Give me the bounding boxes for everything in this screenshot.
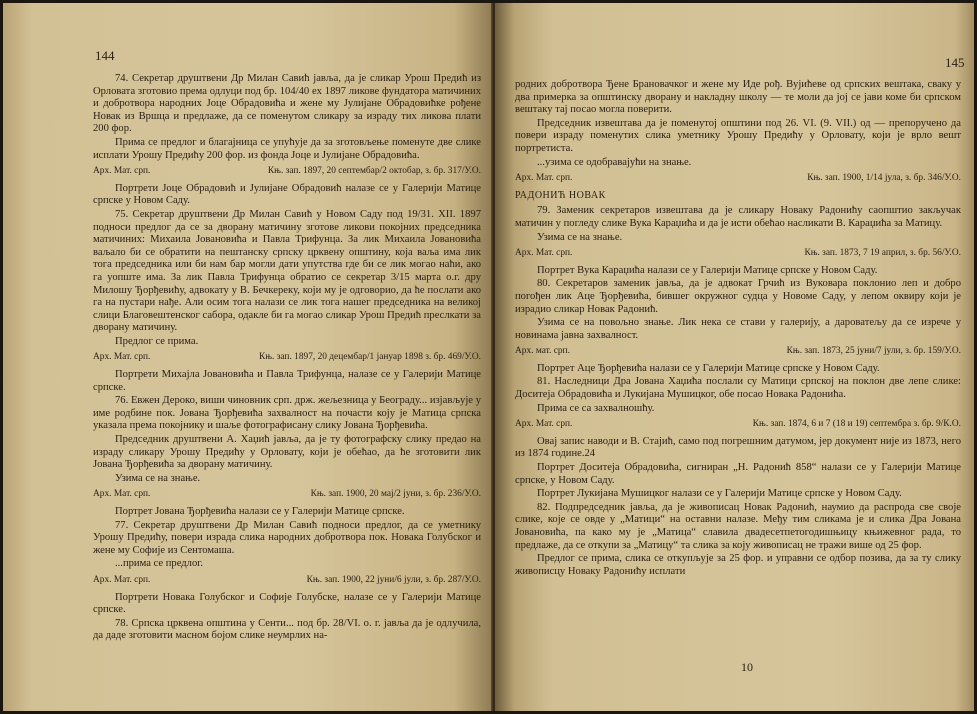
- signature-mark: 10: [741, 660, 753, 674]
- archive-reference: [93, 165, 481, 178]
- archive-reference: [515, 345, 961, 358]
- paragraph: Предлог се прима.: [115, 335, 199, 347]
- paragraph: Овај запис наводи и В. Стајић, само под погрешним датумом, јер документ није из 1873, него из 1874 године.24: [515, 435, 961, 460]
- paragraph: Портрети Јоце Обрадовић и Јулијане Обрадовић налазе се у Галерији Матице српске у Новом Саду.: [93, 182, 481, 207]
- right-page: [495, 3, 974, 711]
- paragraph: Портрети Михајла Јовановића и Павла Трифунца, налазе се у Галерији Матице српске.: [93, 369, 481, 393]
- page-text: [93, 73, 481, 644]
- paragraph: 75. Секретар друштвени Др Милан Савић у Новом Саду под 19/31. XII. 1897 подноси предлог да се за дворану матичину зготове ликови покојних председника матичиних: Михаила Јовановића и Павла Трифунца. За лик Михаила Јовановића ваљало би се обратити на пештанску српску црквену општину, која ваља има лик тога председника или би нам бар могли дати упутства где би се лик могао наћи, ако га уопште има. За лик Павла Трифунца обратио се секретар 3/15 марта о.г. дру Милошу Ђорђевићу, адвокату у В. Бечкереку, који му је одговорио, да ће послати ако га на пустари нађе. Али осим тога налази се лик тога нашег председника на великој слици Благовештенског сабора, одакле би га могао сликар Урош Предић преслкати за дворану матичину.: [93, 208, 481, 334]
- paragraph: Портрети Новака Голубског и Софије Голубске, налазе се у Галерији Матице српске.: [93, 591, 481, 616]
- paragraph: 76. Евжен Дероко, виши чиновник срп. држ. жељезница у Београду... изјављује у име родбине пок. Јована Ђорђевића захвалност на почасти коју је Матица српска указала према покојнику и шаље фотографисану слику Јована Ђорђевића.: [93, 395, 481, 432]
- paragraph: Предлог се прима, слика се откупљује за 25 фор. и управни се одбор позива, да за ту слику живописцу Новаку Радонићу исплати: [515, 553, 961, 577]
- archive-record: Књ. зап. 1900, 22 јуни/6 јули, з. бр. 287/У.О.: [306, 574, 481, 585]
- section-heading: РАДОНИЋ НОВАК: [515, 189, 606, 201]
- archive-reference: [93, 351, 481, 364]
- archive-record: Књ. зап. 1874, 6 и 7 (18 и 19) септембра з. бр. 9/К.О.: [752, 419, 961, 430]
- paragraph: ...узима се одобравајући на знање.: [537, 156, 692, 168]
- archive-reference: [515, 172, 961, 185]
- archive-reference: [93, 574, 481, 587]
- paragraph: Узима се на повољно знање. Лик нека се стави у галерију, а дароватељу да се изрече у новинама јавна захвалност.: [515, 317, 961, 341]
- paragraph: 74. Секретар друштвени Др Милан Савић јавља, да је сликар Урош Предић из Орловата зготовио према одлуци под бр. 104/40 ex 1897 ликове фундатора матичиних и добротвора народних Јоце Обрадовића и жене му Јулијане Обрадовићке рођене Новак из Вршца и предлаже, да се поменутом сликару за израду тих ликова плати 200 фор.: [93, 73, 481, 135]
- archive-source: Арх. Мат. срп.: [93, 166, 151, 177]
- archive-reference: [93, 488, 481, 501]
- paragraph: родних добротвора Ђене Брановачког и жене му Иде рођ. Вујићеве од српских вештака, сваку у два примерка за општинску дворану и накладну школу — те моли да јој се јави коме би српском вештаку тај посао могла поверити.: [515, 79, 961, 116]
- paragraph: Прима се предлог и благајница се упућује да за зготовљење поменуте две слике исплати Урошу Предићу 200 фор. из фонда Јоце и Јулијане Обрадовића.: [93, 136, 481, 161]
- archive-record: Књ. зап. 1897, 20 септембар/2 октобар, з. бр. 317/У.О.: [267, 166, 481, 177]
- left-page: [3, 3, 493, 711]
- paragraph: Портрет Вука Караџића налази се у Галерији Матице српске у Новом Саду.: [537, 264, 878, 276]
- page-text: [515, 79, 961, 579]
- archive-reference: [515, 418, 961, 431]
- paragraph: Прима се са захвалношћу.: [537, 402, 655, 414]
- paragraph: Портрет Лукијана Мушицког налази се у Галерији Матице српске у Новом Саду.: [537, 488, 902, 500]
- archive-record: Књ. зап. 1897, 20 децембар/1 јануар 1898 з. бр. 469/У.О.: [258, 352, 481, 363]
- archive-reference: [515, 247, 961, 260]
- archive-record: Књ. зап. 1900, 20 мај/2 јуни, з. бр. 236/У.О.: [310, 489, 481, 500]
- paragraph: Председник друштвени А. Хаџић јавља, да је ту фотографску слику предао на израду сликару Урошу Предићу у Орловату, који је обећао, да ће зготовити лик Јована Ђорђевића за дворану матичину.: [93, 434, 481, 471]
- paragraph: Портрет Доситеја Обрадовића, сигниран „Н. Радонић 858“ налази се у Галерији Матице српске, у Новом Саду.: [515, 462, 961, 486]
- archive-source: Арх. Мат. срп.: [515, 173, 573, 184]
- archive-source: Арх. Мат. срп.: [515, 248, 573, 259]
- archive-record: Књ. зап. 1873, 7 19 април, з. бр. 56/У.О.: [804, 248, 961, 259]
- paragraph: ...прима се предлог.: [115, 558, 204, 570]
- archive-source: Арх. мат. срп.: [515, 346, 570, 357]
- page-number: 145: [945, 55, 965, 70]
- page-number: 144: [95, 48, 115, 63]
- paragraph: 78. Српска црквена општина у Сенти... под бр. 28/VI. о. г. јавља да је одлучила, да даде зготовити масном бојом слике неумрлих на-: [93, 617, 481, 642]
- archive-source: Арх. Мат. срп.: [515, 419, 573, 430]
- paragraph: 80. Секретаров заменик јавља, да је адвокат Грчић из Вуковара поклонио леп и добро погођен лик Аце Ђорђевића, бившег окружног судца у Новоме Саду, у лепом оквиру који је израдио сликар Новак Радонић.: [515, 278, 961, 315]
- archive-record: Књ. зап. 1873, 25 јуни/7 јули, з. бр. 159/У.О.: [786, 346, 961, 357]
- archive-source: Арх. Мат. срп.: [93, 489, 151, 500]
- paragraph: Портрет Јована Ђорђевића налази се у Галерији Матице српске.: [115, 506, 405, 517]
- archive-source: Арх. Мат. срп.: [93, 574, 151, 585]
- book-spread: [3, 3, 974, 711]
- paragraph: 81. Наследници Дра Јована Хаџића послали су Матици српској на поклон две лепе слике: Доситеја Обрадовића и Лукијана Мушицког, обе посао Новака Радонића.: [515, 376, 961, 401]
- archive-source: Арх. Мат. срп.: [93, 352, 151, 363]
- paragraph: 77. Секретар друштвени Др Милан Савић подноси предлог, да се уметнику Урошу Предићу, повери израда слика народних добротвора пок. Новака Голубског и жене му Софије из Сентомаша.: [93, 519, 481, 556]
- paragraph: 79. Заменик секретаров извештава да је сликару Новаку Радонићу саопштио закључак матичин у погледу слике Вука Караџића и да је исти обећао насликати В. Караџића за Матицу.: [515, 205, 961, 229]
- paragraph: 82. Подпредседник јавља, да је живописац Новак Радонић, наумио да распрода све своје слике, које се овде у „Матици“ на оставни налазе. Међу тим сликама је и слика Дра Јована Јовановића, па како му је „Матица“ славила двадесетпетогодишњицу књижевног рада, то предлаже, да се откупи за „Матицу“ та слика за коју живописац не тражи више од 25 фор.: [515, 501, 961, 551]
- paragraph: Председник извештава да је поменутој општини под 26. VI. (9. VII.) од — препоручено да повери израду поменутих слика уметнику Урошу Предићу у Орловату, који је врло вешт портретиста.: [515, 117, 961, 154]
- paragraph: Узима се на знање.: [115, 472, 201, 484]
- paragraph: Портрет Аце Ђорђевића налази се у Галерији Матице српске у Новом Саду.: [537, 362, 880, 374]
- archive-record: Књ. зап. 1900, 1/14 јула, з. бр. 346/У.О.: [807, 173, 961, 184]
- paragraph: Узима се на знање.: [537, 231, 623, 243]
